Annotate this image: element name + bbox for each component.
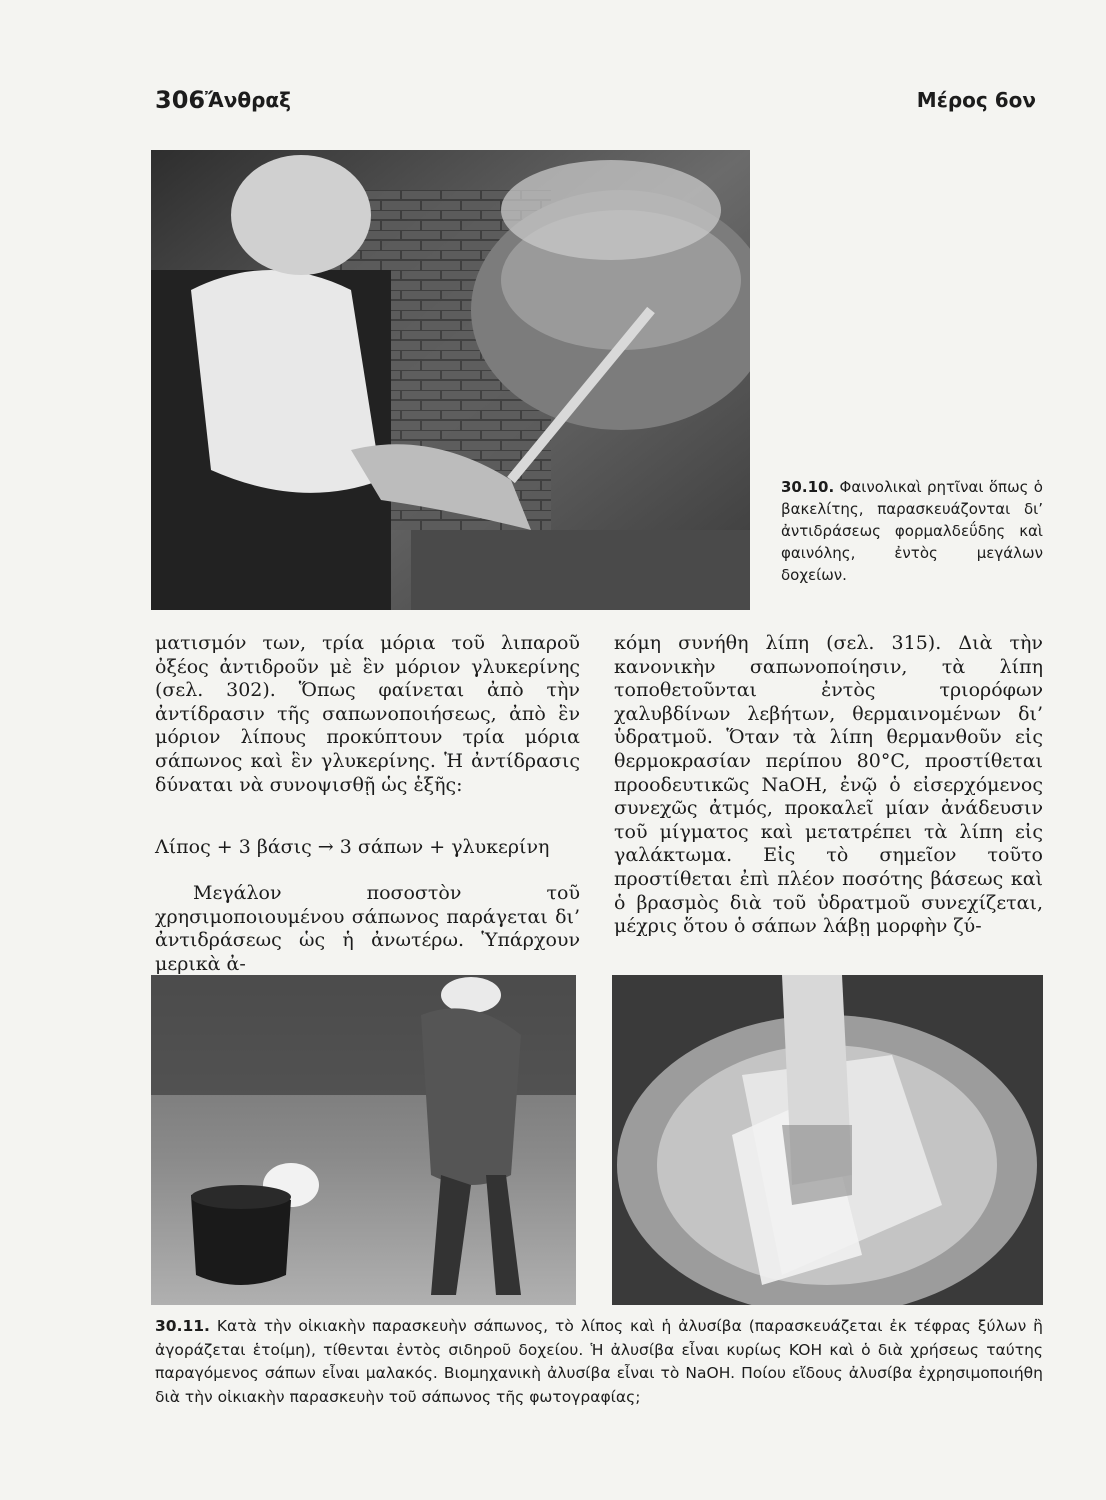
body-left-column (155, 632, 580, 797)
figure-caption-bottom (155, 1315, 1043, 1409)
part-label: Μέρος 6ον (916, 88, 1036, 112)
body-left-column-2 (155, 882, 580, 976)
paragraph-left-1: ματισμόν των, τρία μόρια τοῦ λιπαροῦ ὀξέος ἀντιδροῦν μὲ ἓν μόριον γλυκερίνης (σελ. 302). Ὅπως φαίνεται ἀπὸ τὴν ἀντίδρασιν τῆς σαπωνοποιήσεως, ἀπὸ ἓν μόριον λίπους προκύπτουν τρία μόρια σάπωνος καὶ ἓν γλυκερίνης. Ἡ ἀντίδρασις δύναται νὰ συνοψισθῇ ὡς ἑξῆς: (155, 632, 580, 796)
paragraph-right-1: κόμη συνήθη λίπη (σελ. 315). Διὰ τὴν κανονικὴν σαπωνοποίησιν, τὰ λίπη τοποθετοῦνται ἐντὸς τριορόφων χαλυβδίνων λεβήτων, θερμαινομένων δι’ ὑδρατμοῦ. Ὅταν τὰ λίπη θερμανθοῦν εἰς θερμοκρασίαν περίπου 80°C, προστίθεται προοδευτικῶς NaOH, ἐνῷ ὁ εἰσερχόμενος συνεχῶς ἀτμός, προκαλεῖ μίαν ἀνάδευσιν τοῦ μίγματος καὶ μετατρέπει τὰ λίπη εἰς γαλάκτωμα. Εἰς τὸ σημεῖον τοῦτο προστίθεται ἐπὶ πλέον ποσότης βάσεως καὶ ὁ βρασμὸς διὰ τοῦ ὑδρατμοῦ συνεχίζεται, μέχρις ὅτου ὁ σάπων λάβῃ μορφὴν ζύ- (614, 632, 1043, 938)
chapter-title: Ἄνθραξ (205, 88, 291, 112)
paragraph-left-2: Μεγάλον ποσοστὸν τοῦ χρησιμοποιουμένου σάπωνος παράγεται δι’ ἀντιδράσεως ὡς ἡ ἀνωτέρω. Ὑπάρχουν μερικὰ ἀ- (155, 882, 580, 975)
figure-number-bottom: 30.11. (155, 1317, 210, 1335)
body-right-column (614, 632, 1043, 939)
saponification-equation: Λίπος + 3 βάσις → 3 σάπων + γλυκερίνη (155, 836, 550, 858)
photo-home-soapmaking (151, 975, 576, 1305)
figure-caption-top (781, 476, 1043, 586)
figure-caption-bottom-text: Κατὰ τὴν οἰκιακὴν παρασκευὴν σάπωνος, τὸ λίπος καὶ ἡ ἀλυσίβα (παρασκευάζεται ἐκ τέφρας ξύλων ἢ ἀγοράζεται ἑτοίμη), τίθενται ἐντὸς σιδηροῦ δοχείου. Ἡ ἀλυσίβα εἶναι κυρίως KOH καὶ ὁ διὰ χρήσεως ταύτης παραγόμενος σάπων εἶναι μαλακός. Βιομηχανικὴ ἀλυσίβα εἶναι τὸ NaOH. Ποίου εἴδους ἀλυσίβα ἐχρησιμοποιήθη διὰ τὴν οἰκιακὴν παρασκευὴν τοῦ σάπωνος τῆς φωτογραφίας; (155, 1317, 1043, 1406)
photo-resin-vessel (151, 150, 750, 610)
photo-soap-in-tub (612, 975, 1043, 1305)
page-number: 306 (155, 86, 206, 114)
figure-caption-top-text: Φαινολικαὶ ρητῖναι ὅπως ὁ βακελίτης, παρασκευάζονται δι’ ἀντιδράσεως φορμαλδεΰδης καὶ φαινόλης, ἐντὸς μεγάλων δοχείων. (781, 478, 1043, 584)
figure-number-top: 30.10. (781, 478, 835, 496)
